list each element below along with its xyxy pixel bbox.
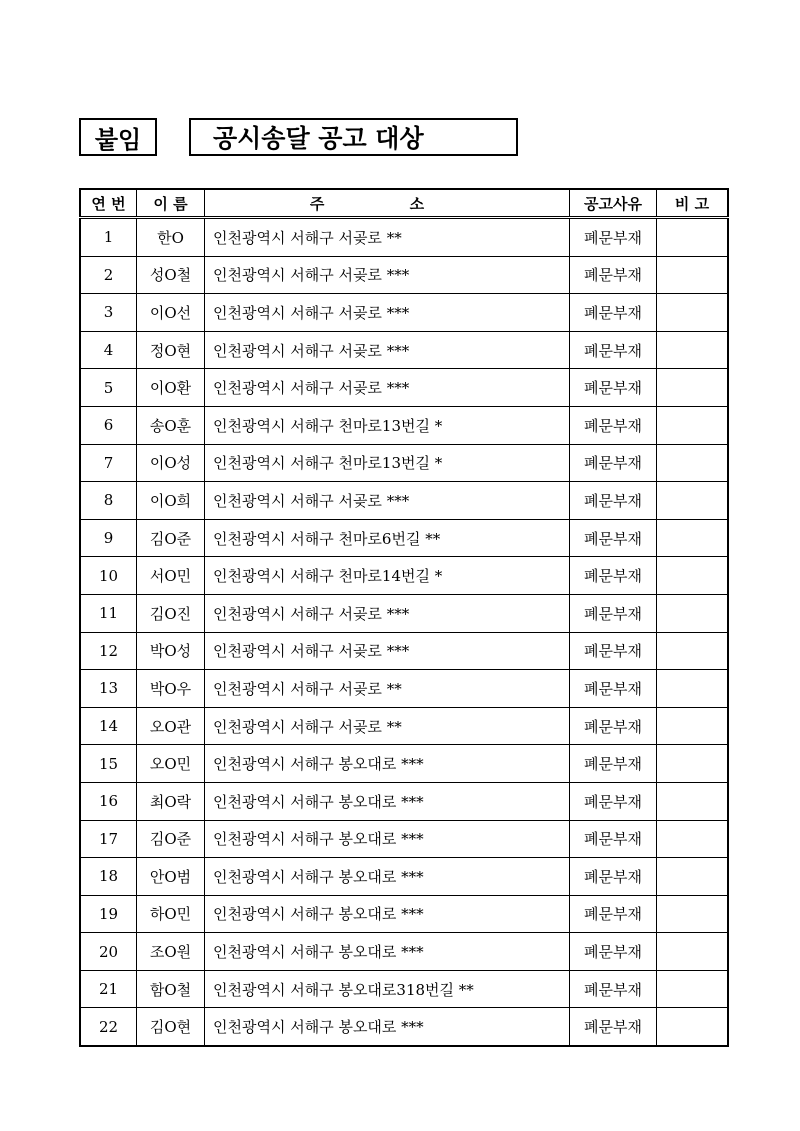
row-note bbox=[657, 557, 729, 595]
header-note: 비 고 bbox=[657, 189, 729, 218]
row-number: 5 bbox=[80, 369, 137, 407]
table-row bbox=[80, 670, 728, 708]
table-row bbox=[80, 895, 728, 933]
row-name: 이O환 bbox=[137, 369, 205, 407]
row-reason: 폐문부재 bbox=[570, 632, 657, 670]
row-name: 한O bbox=[137, 218, 205, 257]
row-address: 인천광역시 서해구 봉오대로 *** bbox=[205, 1008, 570, 1046]
table-row bbox=[80, 782, 728, 820]
header-address: 주 소 bbox=[205, 189, 570, 218]
row-name: 이O선 bbox=[137, 294, 205, 332]
row-reason: 폐문부재 bbox=[570, 482, 657, 520]
row-address: 인천광역시 서해구 봉오대로 *** bbox=[205, 858, 570, 896]
notice-table bbox=[79, 188, 729, 1047]
row-reason: 폐문부재 bbox=[570, 782, 657, 820]
row-note bbox=[657, 594, 729, 632]
table-row bbox=[80, 1008, 728, 1046]
row-name: 조O원 bbox=[137, 933, 205, 971]
row-number: 7 bbox=[80, 444, 137, 482]
table-row bbox=[80, 820, 728, 858]
table-row bbox=[80, 594, 728, 632]
row-number: 20 bbox=[80, 933, 137, 971]
row-reason: 폐문부재 bbox=[570, 331, 657, 369]
row-number: 10 bbox=[80, 557, 137, 595]
row-address: 인천광역시 서해구 천마로6번길 ** bbox=[205, 519, 570, 557]
row-reason: 폐문부재 bbox=[570, 294, 657, 332]
table-row bbox=[80, 369, 728, 407]
row-note bbox=[657, 331, 729, 369]
attachment-label: 붙임 bbox=[79, 118, 157, 156]
header-reason: 공고사유 bbox=[570, 189, 657, 218]
row-address: 인천광역시 서해구 서곶로 ** bbox=[205, 670, 570, 708]
row-name: 서O민 bbox=[137, 557, 205, 595]
row-number: 19 bbox=[80, 895, 137, 933]
row-reason: 폐문부재 bbox=[570, 970, 657, 1008]
table-row bbox=[80, 519, 728, 557]
row-number: 2 bbox=[80, 256, 137, 294]
table-body bbox=[80, 218, 728, 1047]
row-name: 김O준 bbox=[137, 820, 205, 858]
row-name: 안O범 bbox=[137, 858, 205, 896]
row-note bbox=[657, 482, 729, 520]
row-note bbox=[657, 519, 729, 557]
row-name: 이O성 bbox=[137, 444, 205, 482]
row-name: 송O훈 bbox=[137, 406, 205, 444]
table-row bbox=[80, 256, 728, 294]
table-row bbox=[80, 858, 728, 896]
row-name: 김O현 bbox=[137, 1008, 205, 1046]
table-header-row bbox=[80, 189, 728, 218]
row-name: 오O관 bbox=[137, 707, 205, 745]
row-address: 인천광역시 서해구 서곶로 *** bbox=[205, 294, 570, 332]
row-number: 3 bbox=[80, 294, 137, 332]
row-note bbox=[657, 933, 729, 971]
row-number: 12 bbox=[80, 632, 137, 670]
row-number: 11 bbox=[80, 594, 137, 632]
row-note bbox=[657, 858, 729, 896]
row-address: 인천광역시 서해구 천마로14번길 * bbox=[205, 557, 570, 595]
row-number: 15 bbox=[80, 745, 137, 783]
row-name: 이O희 bbox=[137, 482, 205, 520]
table-row bbox=[80, 218, 728, 257]
row-number: 13 bbox=[80, 670, 137, 708]
row-number: 8 bbox=[80, 482, 137, 520]
table-row bbox=[80, 406, 728, 444]
table-row bbox=[80, 294, 728, 332]
row-number: 9 bbox=[80, 519, 137, 557]
row-name: 정O현 bbox=[137, 331, 205, 369]
row-note bbox=[657, 670, 729, 708]
row-address: 인천광역시 서해구 봉오대로 *** bbox=[205, 745, 570, 783]
row-number: 14 bbox=[80, 707, 137, 745]
row-address: 인천광역시 서해구 서곶로 ** bbox=[205, 218, 570, 257]
row-address: 인천광역시 서해구 서곶로 *** bbox=[205, 256, 570, 294]
page-title: 공시송달 공고 대상 bbox=[189, 118, 518, 156]
table-row bbox=[80, 745, 728, 783]
row-reason: 폐문부재 bbox=[570, 218, 657, 257]
row-number: 18 bbox=[80, 858, 137, 896]
table-row bbox=[80, 632, 728, 670]
row-address: 인천광역시 서해구 봉오대로 *** bbox=[205, 933, 570, 971]
row-number: 16 bbox=[80, 782, 137, 820]
table-row bbox=[80, 482, 728, 520]
table-row bbox=[80, 557, 728, 595]
row-number: 22 bbox=[80, 1008, 137, 1046]
row-name: 성O철 bbox=[137, 256, 205, 294]
row-note bbox=[657, 745, 729, 783]
row-note bbox=[657, 707, 729, 745]
table-row bbox=[80, 707, 728, 745]
row-reason: 폐문부재 bbox=[570, 707, 657, 745]
row-note bbox=[657, 256, 729, 294]
row-address: 인천광역시 서해구 천마로13번길 * bbox=[205, 406, 570, 444]
row-reason: 폐문부재 bbox=[570, 858, 657, 896]
row-reason: 폐문부재 bbox=[570, 519, 657, 557]
row-address: 인천광역시 서해구 봉오대로 *** bbox=[205, 820, 570, 858]
row-name: 하O민 bbox=[137, 895, 205, 933]
row-name: 김O진 bbox=[137, 594, 205, 632]
row-address: 인천광역시 서해구 서곶로 ** bbox=[205, 707, 570, 745]
row-address: 인천광역시 서해구 서곶로 *** bbox=[205, 632, 570, 670]
row-note bbox=[657, 782, 729, 820]
row-address: 인천광역시 서해구 서곶로 *** bbox=[205, 594, 570, 632]
row-reason: 폐문부재 bbox=[570, 406, 657, 444]
row-note bbox=[657, 406, 729, 444]
row-reason: 폐문부재 bbox=[570, 670, 657, 708]
row-reason: 폐문부재 bbox=[570, 256, 657, 294]
row-note bbox=[657, 820, 729, 858]
row-address: 인천광역시 서해구 서곶로 *** bbox=[205, 331, 570, 369]
row-note bbox=[657, 895, 729, 933]
row-address: 인천광역시 서해구 서곶로 *** bbox=[205, 482, 570, 520]
row-address: 인천광역시 서해구 서곶로 *** bbox=[205, 369, 570, 407]
row-name: 오O민 bbox=[137, 745, 205, 783]
row-note bbox=[657, 218, 729, 257]
row-note bbox=[657, 970, 729, 1008]
table-row bbox=[80, 933, 728, 971]
row-note bbox=[657, 369, 729, 407]
table-row bbox=[80, 970, 728, 1008]
row-address: 인천광역시 서해구 봉오대로 *** bbox=[205, 895, 570, 933]
row-name: 함O철 bbox=[137, 970, 205, 1008]
row-reason: 폐문부재 bbox=[570, 557, 657, 595]
row-address: 인천광역시 서해구 천마로13번길 * bbox=[205, 444, 570, 482]
row-reason: 폐문부재 bbox=[570, 444, 657, 482]
row-name: 박O성 bbox=[137, 632, 205, 670]
row-number: 21 bbox=[80, 970, 137, 1008]
row-reason: 폐문부재 bbox=[570, 594, 657, 632]
row-address: 인천광역시 서해구 봉오대로 *** bbox=[205, 782, 570, 820]
row-number: 17 bbox=[80, 820, 137, 858]
header-number: 연 번 bbox=[80, 189, 137, 218]
header-name: 이 름 bbox=[137, 189, 205, 218]
row-number: 1 bbox=[80, 218, 137, 257]
row-note bbox=[657, 444, 729, 482]
row-number: 6 bbox=[80, 406, 137, 444]
row-number: 4 bbox=[80, 331, 137, 369]
table-row bbox=[80, 444, 728, 482]
row-reason: 폐문부재 bbox=[570, 745, 657, 783]
row-reason: 폐문부재 bbox=[570, 369, 657, 407]
row-address: 인천광역시 서해구 봉오대로318번길 ** bbox=[205, 970, 570, 1008]
row-note bbox=[657, 294, 729, 332]
row-name: 김O준 bbox=[137, 519, 205, 557]
table-row bbox=[80, 331, 728, 369]
row-reason: 폐문부재 bbox=[570, 1008, 657, 1046]
row-note bbox=[657, 1008, 729, 1046]
row-name: 최O락 bbox=[137, 782, 205, 820]
row-reason: 폐문부재 bbox=[570, 933, 657, 971]
row-reason: 폐문부재 bbox=[570, 895, 657, 933]
row-note bbox=[657, 632, 729, 670]
row-reason: 폐문부재 bbox=[570, 820, 657, 858]
row-name: 박O우 bbox=[137, 670, 205, 708]
